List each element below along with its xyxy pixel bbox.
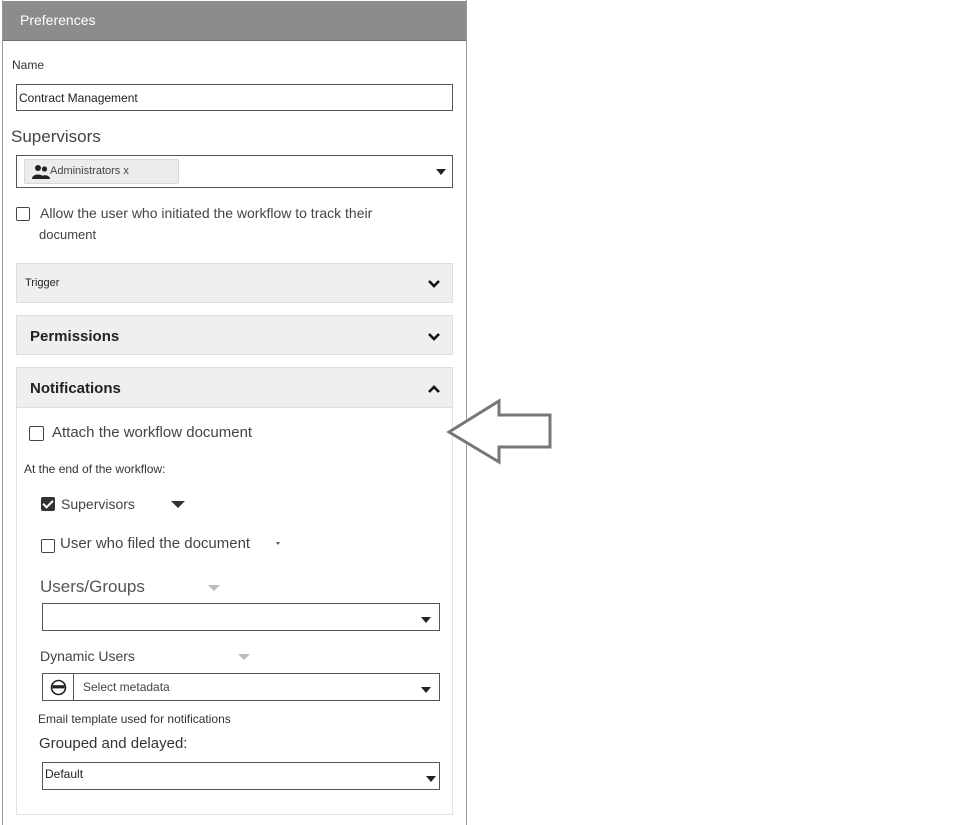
name-input[interactable] — [16, 84, 453, 111]
users-groups-label: Users/Groups — [40, 577, 145, 596]
trigger-section-header[interactable] — [16, 263, 453, 303]
chevron-down-icon[interactable] — [421, 687, 431, 693]
attach-document-label: Attach the workflow document — [52, 424, 253, 441]
track-document-checkbox[interactable] — [16, 207, 30, 221]
panel-header — [3, 1, 466, 41]
grouped-delayed-value: Default — [45, 767, 84, 781]
dynamic-users-select[interactable] — [42, 673, 440, 701]
chevron-down-icon[interactable] — [171, 501, 185, 508]
grouped-delayed-label: Grouped and delayed: — [39, 735, 188, 752]
metadata-icon-box — [43, 674, 74, 700]
metadata-placeholder: Select metadata — [83, 680, 170, 694]
panel-title: Preferences — [20, 12, 96, 28]
notify-supervisors-label: Supervisors — [61, 496, 135, 512]
supervisors-label: Supervisors — [11, 127, 101, 146]
supervisors-select[interactable] — [16, 155, 453, 188]
supervisor-chip-label: Administrators x — [50, 165, 129, 177]
grouped-delayed-select[interactable] — [42, 762, 440, 790]
name-label: Name — [12, 58, 45, 72]
attach-document-checkbox[interactable] — [29, 426, 44, 441]
chevron-down-icon[interactable] — [426, 776, 436, 782]
dynamic-users-label: Dynamic Users — [40, 648, 135, 664]
chevron-down-icon[interactable] — [436, 169, 446, 175]
notifications-section-title: Notifications — [30, 380, 121, 397]
chevron-down-icon[interactable] — [238, 654, 250, 660]
end-of-workflow-label: At the end of the workflow: — [24, 462, 166, 476]
trigger-section-title: Trigger — [25, 277, 60, 289]
users-groups-select[interactable] — [42, 603, 440, 631]
name-input-value: Contract Management — [19, 91, 138, 105]
track-document-label-cont: document — [39, 227, 97, 242]
chevron-down-icon[interactable] — [427, 332, 441, 342]
notifications-section-header[interactable] — [16, 367, 453, 408]
notify-filer-checkbox[interactable] — [41, 539, 55, 553]
supervisor-chip[interactable] — [24, 159, 179, 184]
email-template-label: Email template used for notifications — [38, 712, 231, 726]
arrow-left-outline-icon — [444, 398, 556, 466]
notify-supervisors-checkbox[interactable] — [41, 497, 55, 511]
chevron-down-icon[interactable] — [421, 617, 431, 623]
chevron-down-icon[interactable] — [276, 542, 280, 545]
track-document-label: Allow the user who initiated the workflow to track their — [40, 205, 373, 221]
notify-filer-label: User who filed the document — [60, 535, 251, 552]
chevron-up-icon[interactable] — [427, 384, 441, 394]
tag-icon — [50, 679, 67, 701]
users-icon — [32, 164, 50, 185]
permissions-section-header[interactable] — [16, 315, 453, 355]
permissions-section-title: Permissions — [30, 328, 120, 345]
chevron-down-icon[interactable] — [427, 279, 441, 289]
chevron-down-icon[interactable] — [208, 585, 220, 591]
